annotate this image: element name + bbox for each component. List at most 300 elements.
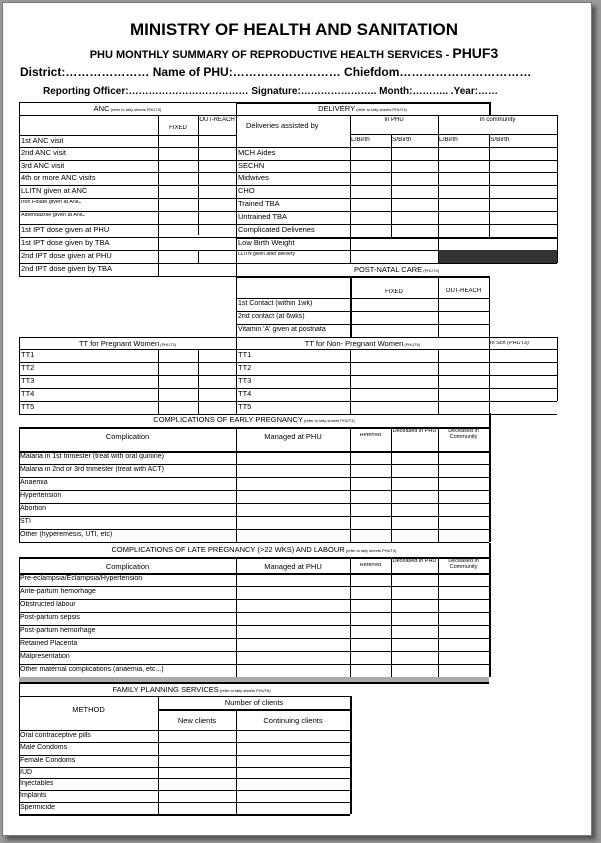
entry-cell[interactable]	[438, 529, 489, 542]
late-row-label: Other maternal complications (anaemia, etc...)	[20, 666, 164, 673]
entry-cell[interactable]	[391, 185, 438, 198]
entry-cell[interactable]	[158, 790, 236, 802]
entry-cell[interactable]	[438, 599, 489, 612]
entry-cell[interactable]	[350, 464, 391, 477]
entry-cell[interactable]	[350, 237, 438, 250]
tally-note: (PHUT4)	[422, 268, 440, 273]
late-col-header: Deceased in Community	[448, 559, 479, 570]
entry-cell[interactable]	[438, 503, 489, 516]
delivery-row-label: MCH Aides	[238, 149, 276, 157]
delivery-row-label: LLITN given after delivery	[238, 252, 295, 257]
entry-cell[interactable]	[236, 790, 350, 802]
entry-cell[interactable]	[391, 651, 438, 664]
entry-cell[interactable]	[158, 802, 236, 814]
entry-cell[interactable]	[236, 767, 350, 778]
entry-cell[interactable]	[391, 198, 438, 211]
anc-row-label: 1st ANC visit	[21, 137, 64, 145]
rule	[350, 349, 351, 414]
rule	[158, 263, 159, 276]
entry-cell[interactable]	[350, 451, 391, 464]
tt-pregnant-row-label: TT5	[21, 403, 35, 411]
late-row-label: Obstructed labour	[20, 601, 76, 608]
entry-cell[interactable]	[438, 490, 489, 503]
entry-cell[interactable]	[158, 135, 198, 147]
in-community-header: In community	[479, 117, 516, 123]
anc-row-label: 3rd ANC visit	[21, 162, 65, 170]
entry-cell[interactable]	[236, 451, 350, 464]
rule	[438, 557, 439, 677]
entry-cell[interactable]	[158, 362, 198, 375]
delivery-title	[236, 105, 489, 113]
entry-cell[interactable]	[350, 638, 391, 651]
entry-cell[interactable]	[350, 160, 391, 172]
entry-cell[interactable]	[158, 198, 198, 211]
rule	[19, 427, 20, 542]
entry-cell[interactable]	[350, 211, 391, 224]
tally-note: (PHUT6)	[403, 342, 421, 347]
fp-row-label: Oral contraceptive pills	[20, 732, 91, 739]
late-row-label: Ante-partum hemorhage	[20, 588, 96, 595]
entry-cell[interactable]	[438, 651, 489, 664]
rule	[19, 696, 350, 697]
entry-cell[interactable]	[391, 664, 438, 677]
entry-cell[interactable]	[438, 349, 489, 362]
rule	[19, 337, 20, 414]
rule	[198, 250, 199, 263]
entry-cell[interactable]	[391, 172, 438, 185]
entry-cell[interactable]	[236, 529, 350, 542]
entry-cell[interactable]	[158, 755, 236, 767]
tally-note: (refer to tally sheets PHUT4)	[344, 548, 397, 553]
community-lbirth-header: L/Birth	[439, 137, 458, 143]
anc-left-rule	[19, 102, 20, 276]
entry-cell[interactable]	[489, 147, 557, 160]
entry-cell[interactable]	[236, 755, 350, 767]
entry-cell[interactable]	[391, 529, 438, 542]
entry-cell[interactable]	[438, 401, 489, 414]
rule	[198, 349, 199, 414]
entry-cell[interactable]	[350, 172, 391, 185]
phu-lbirth-header: L/Birth	[351, 137, 370, 143]
anc-row-label: Iron Folate given at ANC	[21, 200, 81, 205]
tally-note: (PHUT3)	[159, 342, 177, 347]
tt-nonpregnant-row-label: TT3	[238, 377, 252, 385]
entry-cell[interactable]	[158, 263, 236, 276]
delivery-row-label: Trained TBA	[238, 200, 280, 208]
entry-cell[interactable]	[198, 224, 236, 237]
entry-cell[interactable]	[391, 625, 438, 638]
entry-cell[interactable]	[350, 664, 391, 677]
rule	[391, 427, 392, 542]
delivery-row-label: Untrained TBA	[238, 213, 288, 221]
entry-cell[interactable]	[438, 198, 489, 211]
entry-cell[interactable]	[350, 298, 438, 311]
entry-cell[interactable]	[391, 573, 438, 586]
rule	[19, 557, 20, 677]
entry-cell[interactable]	[438, 586, 489, 599]
entry-cell[interactable]	[438, 362, 489, 375]
anc-row-label: 1st IPT dose given at PHU	[21, 226, 110, 234]
anc-row-label: 2nd IPT dose given by TBA	[21, 265, 113, 273]
fp-col-method: METHOD	[72, 706, 105, 714]
location-line	[20, 65, 531, 79]
rule	[236, 115, 557, 116]
entry-cell[interactable]	[489, 375, 557, 388]
form-subtitle	[0, 45, 588, 61]
entry-cell[interactable]	[198, 362, 236, 375]
anc-row-label: 1st IPT dose given by TBA	[21, 239, 110, 247]
entry-cell[interactable]	[438, 464, 489, 477]
section-title: FAMILY PLANNING SERVICES	[112, 686, 219, 694]
postnatal-row-label: Vitamin 'A' given at postnata	[238, 326, 326, 333]
entry-cell[interactable]	[350, 147, 391, 160]
entry-cell[interactable]	[391, 211, 438, 224]
entry-cell[interactable]	[198, 198, 236, 211]
entry-cell[interactable]	[158, 778, 236, 790]
section-title: COMPLICATIONS OF LATE PREGNANCY (>22 WKS) AND LABOUR	[111, 546, 345, 554]
entry-cell[interactable]	[350, 490, 391, 503]
entry-cell[interactable]	[236, 477, 350, 490]
tt-nonpregnant-row-label: TT5	[238, 403, 252, 411]
entry-cell[interactable]	[158, 388, 198, 401]
entry-cell[interactable]	[158, 730, 236, 742]
tally-note: (refer to tally sheets PHUT3)	[302, 418, 355, 423]
entry-cell[interactable]	[236, 638, 350, 651]
fp-row-label: Male Condoms	[20, 744, 68, 751]
entry-cell[interactable]	[350, 529, 391, 542]
entry-cell[interactable]	[350, 401, 438, 414]
year-field[interactable]: .Year:……	[450, 86, 499, 97]
section-title: ANC	[93, 105, 110, 113]
entry-cell[interactable]	[438, 451, 489, 464]
rule	[236, 427, 237, 542]
signature-field[interactable]: Signature:…………………..	[251, 86, 380, 97]
postnatal-title	[236, 266, 557, 274]
officer-line	[43, 86, 498, 97]
entry-cell[interactable]	[198, 388, 236, 401]
entry-cell[interactable]	[350, 324, 438, 337]
page-title: MINISTRY OF HEALTH AND SANITATION	[129, 20, 459, 39]
entry-cell[interactable]	[391, 477, 438, 490]
entry-cell[interactable]	[158, 147, 198, 160]
entry-cell[interactable]	[236, 464, 350, 477]
rule	[557, 337, 558, 401]
entry-cell[interactable]	[158, 237, 236, 250]
tt-nonpregnant-row-label: TT4	[238, 390, 252, 398]
entry-cell[interactable]	[391, 147, 438, 160]
tally-note: (refer to tally sheets PHUT4)	[355, 107, 407, 112]
fp-row-label: IUD	[20, 769, 33, 776]
entry-cell[interactable]	[489, 160, 557, 172]
anc-row-label: LLITN given at ANC	[21, 187, 88, 195]
late-col-header: Referred	[359, 563, 382, 568]
rule	[19, 115, 236, 116]
entry-cell[interactable]	[489, 401, 557, 414]
entry-cell[interactable]	[236, 586, 350, 599]
entry-cell[interactable]	[236, 664, 350, 677]
entry-cell[interactable]	[158, 211, 198, 224]
rule	[391, 134, 392, 237]
entry-cell[interactable]	[158, 349, 198, 362]
rule	[158, 250, 159, 263]
entry-cell[interactable]	[438, 237, 557, 250]
delivery-row-label: CHO	[238, 187, 255, 195]
entry-cell[interactable]	[158, 185, 198, 198]
entry-cell[interactable]	[198, 185, 236, 198]
postnatal-col-fixed: FIXED	[385, 289, 403, 295]
entry-cell[interactable]	[391, 451, 438, 464]
postnatal-row-label: 2nd contact (at 6wks)	[238, 313, 305, 320]
tt-nonpregnant-title	[236, 340, 489, 348]
entry-cell[interactable]	[198, 375, 236, 388]
rule	[350, 557, 351, 677]
entry-cell[interactable]	[438, 638, 489, 651]
early-row-label: STI	[20, 518, 31, 525]
section-title: COMPLICATIONS OF EARLY PREGNANCY	[153, 416, 303, 424]
shaded-cell	[438, 250, 557, 263]
entry-cell[interactable]	[236, 651, 350, 664]
rule	[236, 276, 489, 278]
entry-cell[interactable]	[489, 198, 557, 211]
early-col-header: Deceased in PHU	[392, 429, 437, 434]
rule	[489, 413, 491, 542]
entry-cell[interactable]	[236, 802, 350, 814]
early-row-label: Other (hyperemesis, UTI, etc)	[20, 531, 113, 538]
rule	[438, 427, 439, 542]
entry-cell[interactable]	[438, 147, 489, 160]
entry-cell[interactable]	[158, 250, 198, 263]
delivery-row-label: Midwives	[238, 174, 269, 182]
postnatal-row-label: 1st Contact (within 1wk)	[238, 300, 313, 307]
entry-cell[interactable]	[438, 211, 489, 224]
fp-row-label: Injectables	[20, 780, 54, 787]
delivery-top-rule	[236, 102, 490, 104]
tt-pregnant-row-label: TT2	[21, 364, 35, 372]
entry-cell[interactable]	[350, 362, 438, 375]
late-row-label: Post-partum sepsis	[20, 614, 80, 621]
entry-cell[interactable]	[236, 778, 350, 790]
entry-cell[interactable]	[438, 224, 489, 237]
entry-cell[interactable]	[350, 503, 391, 516]
entry-cell[interactable]	[489, 349, 557, 362]
anc-col-outreach: OUT-REACH	[199, 117, 235, 123]
delivery-row-label: Complicated Deliveries	[238, 226, 315, 234]
community-sbirth-header: S/Birth	[490, 137, 510, 143]
district-field[interactable]: District:…………………	[20, 65, 153, 79]
early-row-label: Malaria in 2nd or 3rd trimester (treat with ACT)	[20, 466, 164, 473]
rule	[236, 557, 237, 677]
entry-cell[interactable]	[391, 490, 438, 503]
entry-cell[interactable]	[391, 224, 438, 237]
entry-cell[interactable]	[198, 172, 236, 185]
entry-cell[interactable]	[198, 211, 236, 224]
section-title: TT for Non- Pregnant Women	[304, 340, 404, 348]
section-title: DELIVERY	[318, 105, 356, 113]
anc-outreach-rule	[198, 115, 199, 235]
entry-cell[interactable]	[350, 612, 391, 625]
entry-cell[interactable]	[489, 172, 557, 185]
entry-cell[interactable]	[236, 516, 350, 529]
entry-cell[interactable]	[158, 224, 198, 237]
rule	[350, 276, 352, 337]
entry-cell[interactable]	[236, 573, 350, 586]
entry-cell[interactable]	[438, 573, 489, 586]
tt-in-school-header: In Sch (PHUT3)	[490, 341, 529, 346]
entry-cell[interactable]	[438, 516, 489, 529]
phu-name-field[interactable]: Name of PHU:………………………	[152, 65, 345, 79]
entry-cell[interactable]	[438, 388, 489, 401]
late-row-label: Malpresentation	[20, 653, 70, 660]
entry-cell[interactable]	[438, 625, 489, 638]
delivery-row-label: Low Birth Weight	[238, 239, 295, 247]
entry-cell[interactable]	[350, 599, 391, 612]
entry-cell[interactable]	[489, 388, 557, 401]
entry-cell[interactable]	[391, 612, 438, 625]
anc-row-rule	[19, 276, 236, 277]
rule	[350, 427, 351, 542]
late-title	[19, 546, 489, 554]
entry-cell[interactable]	[198, 147, 236, 160]
entry-cell[interactable]	[158, 767, 236, 778]
entry-cell[interactable]	[489, 211, 557, 224]
rule	[489, 276, 490, 337]
entry-cell[interactable]	[236, 730, 350, 742]
rule	[158, 709, 350, 711]
entry-cell[interactable]	[158, 375, 198, 388]
fp-row-label: Female Condoms	[20, 757, 76, 764]
entry-cell[interactable]	[350, 625, 391, 638]
entry-cell[interactable]	[158, 742, 236, 755]
form-code: PHUF3	[452, 45, 499, 61]
early-row-label: Anaemia	[20, 479, 48, 486]
postnatal-col-outreach: OUT-REACH	[445, 288, 482, 294]
anc-row-label: 4th or more ANC visits	[21, 174, 96, 182]
entry-cell[interactable]	[489, 224, 557, 237]
entry-cell[interactable]	[350, 651, 391, 664]
rule	[236, 709, 237, 814]
entry-cell[interactable]	[198, 349, 236, 362]
phu-sbirth-header: S/Birth	[392, 137, 412, 143]
rule	[19, 682, 20, 814]
early-row-rule	[19, 542, 489, 543]
early-col-header: Managed at PHU	[264, 433, 322, 441]
entry-cell[interactable]	[350, 477, 391, 490]
early-col-header: Deceased in Community	[448, 429, 479, 440]
entry-cell[interactable]	[438, 324, 489, 337]
entry-cell[interactable]	[438, 298, 489, 311]
entry-cell[interactable]	[350, 573, 391, 586]
entry-cell[interactable]	[391, 160, 438, 172]
entry-cell[interactable]	[391, 638, 438, 651]
late-row-label: Retained Placenta	[20, 640, 78, 647]
tt-nonpregnant-row-label: TT1	[238, 351, 252, 359]
month-field[interactable]: Month:………..	[379, 86, 451, 97]
anc-row-label: Albendazole given at ANC	[21, 213, 85, 218]
delivery-right-rule	[557, 115, 558, 263]
entry-cell[interactable]	[350, 388, 438, 401]
delivery-col-rule	[350, 115, 351, 263]
tt-top-rule	[19, 337, 557, 338]
entry-cell[interactable]	[198, 135, 236, 147]
entry-cell[interactable]	[438, 375, 489, 388]
entry-cell[interactable]	[236, 742, 350, 755]
rule	[391, 557, 392, 677]
tally-note: (refer to tally sheets PHUT3)	[109, 107, 162, 112]
entry-cell[interactable]	[438, 477, 489, 490]
tt-pregnant-row-label: TT1	[21, 351, 35, 359]
entry-cell[interactable]	[391, 586, 438, 599]
entry-cell[interactable]	[391, 516, 438, 529]
tt-pregnant-title	[19, 340, 236, 348]
fp-title	[19, 686, 364, 694]
fp-col-number: Number of clients	[224, 699, 284, 707]
anc-row-label: 2nd IPT dose given at PHU	[21, 252, 112, 260]
entry-cell[interactable]	[350, 198, 391, 211]
entry-cell[interactable]	[236, 503, 350, 516]
reporting-officer-field[interactable]: Reporting Officer:………………………………	[43, 86, 252, 97]
entry-cell[interactable]	[350, 311, 438, 324]
entry-cell[interactable]	[391, 503, 438, 516]
entry-cell[interactable]	[158, 172, 198, 185]
entry-cell[interactable]	[391, 464, 438, 477]
rule	[158, 696, 159, 814]
entry-cell[interactable]	[489, 185, 557, 198]
entry-cell[interactable]	[236, 599, 350, 612]
late-row-label: Post-partum hemorhage	[20, 627, 96, 634]
entry-cell[interactable]	[438, 664, 489, 677]
entry-cell[interactable]	[438, 185, 489, 198]
late-col-header: Deceased in PHU	[392, 559, 437, 564]
section-title: TT for Pregnant Women	[78, 340, 160, 348]
entry-cell[interactable]	[236, 490, 350, 503]
entry-cell[interactable]	[350, 250, 438, 263]
tt-row-rule	[19, 414, 557, 415]
entry-cell[interactable]	[236, 612, 350, 625]
subtitle-text: PHU MONTHLY SUMMARY OF REPRODUCTIVE HEALTH SERVICES -	[89, 49, 453, 61]
rule	[438, 349, 439, 414]
rule	[19, 682, 489, 684]
entry-cell[interactable]	[391, 599, 438, 612]
anc-col-fixed: FIXED	[169, 125, 187, 131]
entry-cell[interactable]	[438, 160, 489, 172]
delivery-row-label: SECHN	[238, 162, 265, 170]
entry-cell[interactable]	[438, 311, 489, 324]
entry-cell[interactable]	[438, 172, 489, 185]
entry-cell[interactable]	[350, 586, 391, 599]
entry-cell[interactable]	[350, 224, 391, 237]
late-row-label: Pre-eclampsia/Eclampsia/Hypertension	[20, 575, 143, 582]
late-col-header: Managed at PHU	[264, 563, 322, 571]
rule	[236, 276, 237, 337]
entry-cell[interactable]	[438, 612, 489, 625]
entry-cell[interactable]	[198, 160, 236, 172]
rule	[350, 696, 352, 814]
entry-cell[interactable]	[350, 375, 438, 388]
entry-cell[interactable]	[198, 401, 236, 414]
entry-cell[interactable]	[158, 401, 198, 414]
entry-cell[interactable]	[158, 160, 198, 172]
entry-cell[interactable]	[489, 362, 557, 375]
entry-cell[interactable]	[350, 516, 391, 529]
chiefdom-field[interactable]: Chiefdom……………………………	[344, 65, 532, 79]
entry-cell[interactable]	[198, 250, 236, 263]
rule	[438, 115, 439, 263]
entry-cell[interactable]	[236, 625, 350, 638]
delivery-col-label: Deliveries assisted by	[246, 122, 319, 130]
entry-cell[interactable]	[350, 349, 438, 362]
entry-cell[interactable]	[350, 185, 391, 198]
delivery-title-right	[489, 102, 491, 116]
